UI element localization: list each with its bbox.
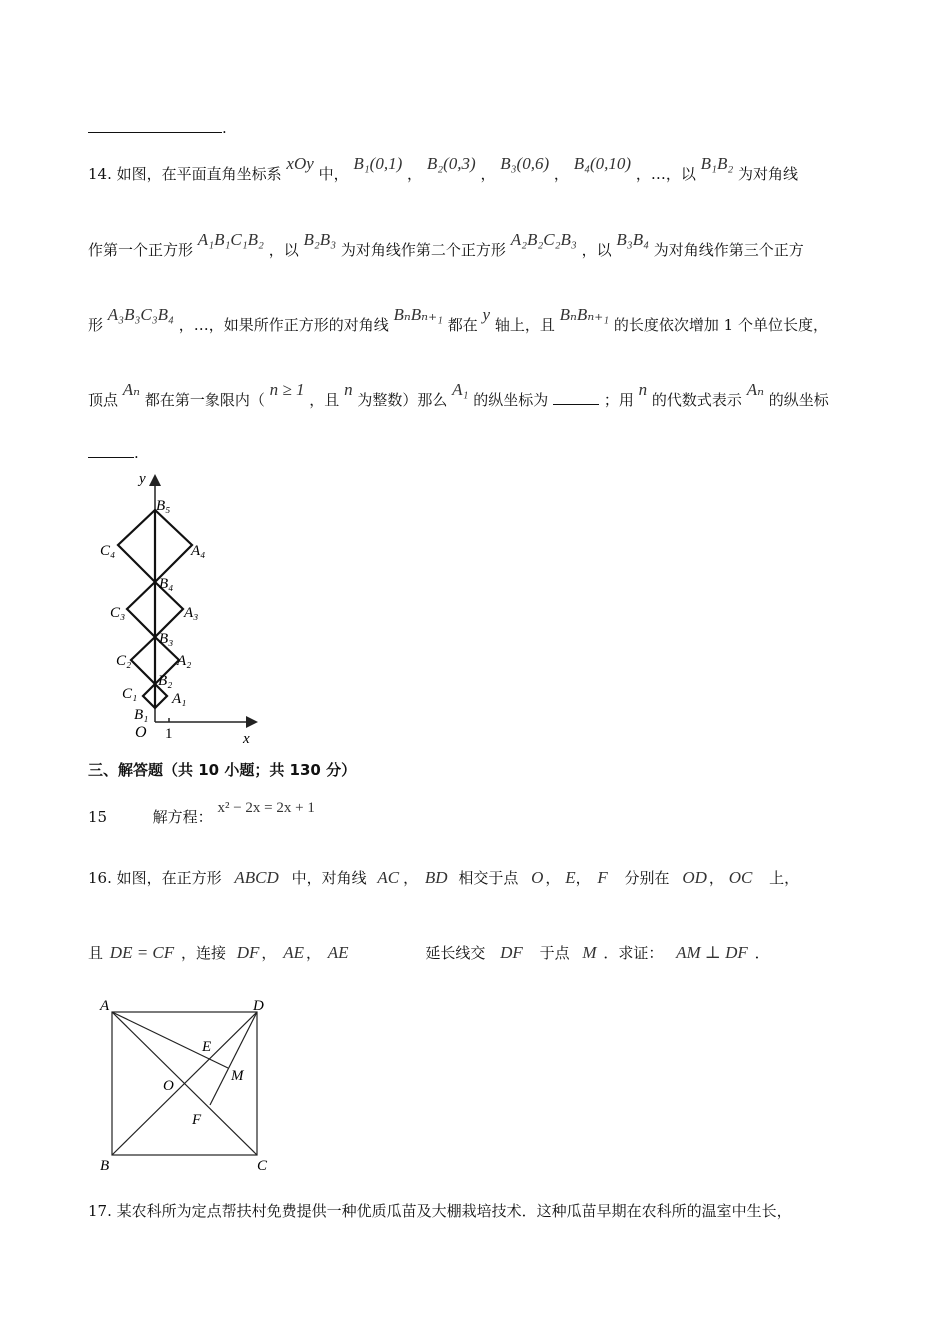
q14-line3: 形 A₃B₃C₃B₄ ，…，如果所作正方形的对角线 BₙBₙ₊₁ 都在 y 轴上，且 BₙBₙ₊₁ 的长度依次增加 1 个单位长度， bbox=[88, 305, 828, 334]
q16-figure bbox=[95, 992, 285, 1177]
label-M: M bbox=[231, 1068, 244, 1084]
top-answer-blank: . bbox=[88, 118, 227, 137]
q14-line2: 作第一个正方形 A₁B₁C₁B₂ ，以 B₂B₃ 为对角线作第二个正方形 A₂B₂C₂B₃ ，以 B₃B₄ 为对角线作第三个正方 bbox=[88, 230, 804, 259]
answer-blank bbox=[88, 443, 134, 458]
label-x: x bbox=[243, 731, 250, 747]
label-C3: C₃ bbox=[110, 605, 126, 621]
label-1: 1 bbox=[165, 726, 173, 742]
label-y: y bbox=[139, 471, 146, 487]
label-B4: B₄ bbox=[159, 576, 174, 592]
q16-line2: 且 DE = CF ，连接 DF ， AE ， AE 延长线交 DF 于点 M ．求证： AM ⊥ DF ． bbox=[88, 943, 770, 962]
label-F: F bbox=[192, 1112, 202, 1128]
answer-blank bbox=[553, 390, 599, 405]
label-E: E bbox=[202, 1039, 212, 1055]
label-A3: A₃ bbox=[184, 605, 199, 621]
label-A4: A₄ bbox=[191, 543, 206, 559]
q14-line1: 14. 如图，在平面直角坐标系 xOy 中， B₁(0,1) ， B₂(0,3) ， B₃(0,6) ， B₄(0,10) ，…，以 B₁B₂ 为对角线 bbox=[88, 154, 799, 183]
q14-line5: . bbox=[88, 443, 139, 462]
q16-line1: 16. 如图，在正方形 ABCD 中，对角线 AC ， BD 相交于点 O ， E， F 分别在 OD ， OC 上， bbox=[88, 868, 800, 887]
label-B2: B₂ bbox=[158, 673, 173, 689]
q15: 15 解方程： x² − 2x = 2x + 1 bbox=[88, 800, 315, 826]
q17-line1: 17. 某农科所为定点帮扶村免费提供一种优质瓜苗及大棚栽培技术．这种瓜苗早期在农科所的温室中生长， bbox=[88, 1202, 792, 1220]
label-B3: B₃ bbox=[159, 631, 174, 647]
label-B5: B₅ bbox=[156, 498, 171, 514]
label-B1: B₁ bbox=[134, 707, 149, 723]
answer-blank bbox=[88, 118, 222, 133]
q14-figure bbox=[95, 465, 275, 750]
label-B: B bbox=[100, 1158, 110, 1174]
label-C4: C₄ bbox=[100, 543, 116, 559]
label-O: O bbox=[135, 724, 147, 741]
label-A1: A₁ bbox=[172, 691, 187, 707]
section-3-title: 三、解答题（共 10 小题；共 130 分） bbox=[88, 761, 357, 779]
label-C2: C₂ bbox=[116, 653, 132, 669]
label-D: D bbox=[253, 998, 264, 1014]
q14-line4: 顶点 Aₙ 都在第一象限内（ n ≥ 1 ，且 n 为整数）那么 A₁ 的纵坐标为 ；用 n 的代数式表示 Aₙ 的纵坐标 bbox=[88, 380, 829, 409]
label-O: O bbox=[163, 1078, 174, 1094]
label-C: C bbox=[257, 1158, 268, 1174]
label-A2: A₂ bbox=[177, 653, 192, 669]
label-A: A bbox=[100, 998, 110, 1014]
label-C1: C₁ bbox=[122, 686, 138, 702]
segment-df bbox=[210, 1012, 257, 1105]
